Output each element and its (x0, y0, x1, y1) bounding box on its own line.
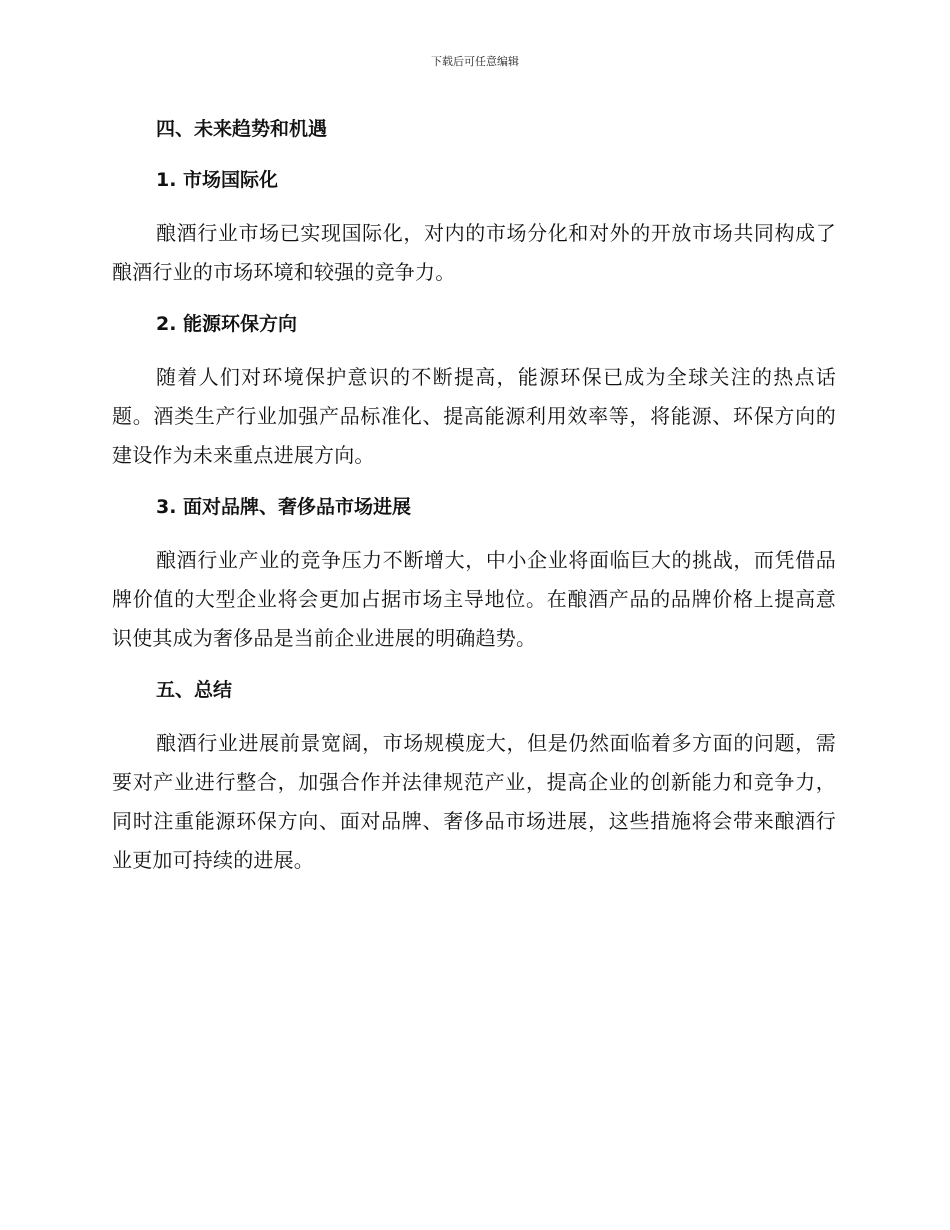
spacer (112, 146, 836, 163)
spacer (112, 707, 836, 724)
paragraph-4-1: 酿酒行业市场已实现国际化，对内的市场分化和对外的开放市场共同构成了酿酒行业的市场环境和较强的竞争力。 (112, 221, 836, 284)
paragraph-4-3: 酿酒行业产业的竞争压力不断增大，中小企业将面临巨大的挑战，而凭借品牌价值的大型企业将会更加占据市场主导地位。在酿酒产品的品牌价格上提高意识使其成为奢侈品是当前企业进展的明确趋势。 (112, 548, 836, 650)
paragraph-5: 酿酒行业进展前景宽阔，市场规模庞大，但是仍然面临着多方面的问题，需要对产业进行整合，加强合作并法律规范产业，提高企业的创新能力和竞争力，同时注重能源环保方向、面对品牌、奢侈品市场进展，这些措施将会带来酿酒行业更加可持续的进展。 (112, 731, 836, 872)
spacer (112, 524, 836, 541)
subsection-title-4-3: 3. 面对品牌、奢侈品市场进展 (156, 496, 412, 518)
page-header: 下载后可任意编辑 (431, 55, 519, 68)
spacer (112, 658, 836, 673)
section-title-4: 四、未来趋势和机遇 (156, 118, 328, 140)
spacer (112, 475, 836, 490)
spacer (112, 197, 836, 214)
subsection-title-4-1: 1. 市场国际化 (156, 169, 279, 191)
spacer (112, 292, 836, 307)
paragraph-4-2: 随着人们对环境保护意识的不断提高，能源环保已成为全球关注的热点话题。酒类生产行业加强产品标准化、提高能源利用效率等，将能源、环保方向的建设作为未来重点进展方向。 (112, 365, 836, 467)
document-content (112, 112, 836, 880)
spacer (112, 341, 836, 358)
subsection-title-4-2: 2. 能源环保方向 (156, 313, 298, 335)
section-title-5: 五、总结 (156, 679, 233, 701)
